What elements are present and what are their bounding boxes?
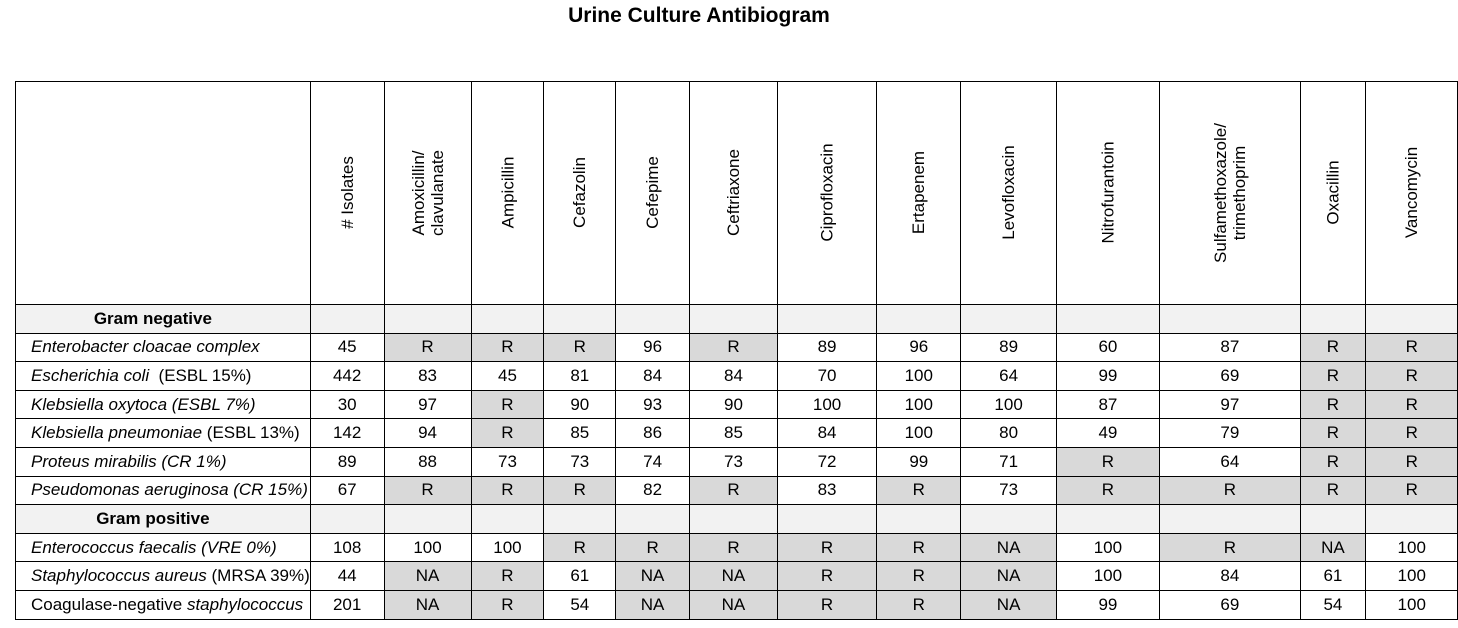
column-header <box>961 82 1057 305</box>
susceptibility-cell: 69 <box>1159 362 1300 391</box>
susceptibility-cell: 84 <box>689 362 777 391</box>
section-empty-cell <box>310 505 384 534</box>
column-header <box>1300 82 1365 305</box>
table-row <box>16 447 1458 476</box>
susceptibility-cell: 100 <box>1056 533 1159 562</box>
susceptibility-cell: 44 <box>310 562 384 591</box>
column-header-label: Ertapenem <box>909 150 929 235</box>
organism-name <box>16 447 311 476</box>
susceptibility-cell: 81 <box>544 362 616 391</box>
column-header <box>471 82 544 305</box>
susceptibility-cell: 100 <box>1366 562 1458 591</box>
susceptibility-cell: R <box>1366 390 1458 419</box>
susceptibility-cell: 99 <box>877 447 961 476</box>
section-empty-cell <box>471 305 544 334</box>
column-header-label: Vancomycin <box>1402 146 1422 239</box>
section-empty-cell <box>1300 305 1365 334</box>
susceptibility-cell: 100 <box>877 419 961 448</box>
organism-name-part: Enterococcus faecalis (VRE 0%) <box>31 537 277 557</box>
section-header-row <box>16 305 1458 334</box>
column-header <box>1056 82 1159 305</box>
susceptibility-cell: R <box>689 476 777 505</box>
susceptibility-cell: R <box>544 533 616 562</box>
section-empty-cell <box>689 505 777 534</box>
susceptibility-cell: R <box>471 476 544 505</box>
susceptibility-cell: R <box>384 333 471 362</box>
susceptibility-cell: NA <box>384 562 471 591</box>
susceptibility-cell: R <box>777 590 876 619</box>
organism-name-part: Klebsiella pneumoniae <box>31 423 203 443</box>
susceptibility-cell: R <box>471 590 544 619</box>
column-header <box>616 82 690 305</box>
susceptibility-cell: R <box>1300 362 1365 391</box>
section-empty-cell <box>961 505 1057 534</box>
susceptibility-cell: NA <box>616 590 690 619</box>
susceptibility-cell: 60 <box>1056 333 1159 362</box>
susceptibility-cell: 100 <box>777 390 876 419</box>
table-row <box>16 419 1458 448</box>
susceptibility-cell: R <box>1159 476 1300 505</box>
section-empty-cell <box>1366 305 1458 334</box>
organism-name <box>16 590 311 619</box>
susceptibility-cell: 100 <box>877 390 961 419</box>
susceptibility-cell: R <box>471 390 544 419</box>
susceptibility-cell: 100 <box>1056 562 1159 591</box>
susceptibility-cell: R <box>1056 476 1159 505</box>
susceptibility-cell: R <box>544 333 616 362</box>
susceptibility-cell: R <box>1366 419 1458 448</box>
susceptibility-cell: 49 <box>1056 419 1159 448</box>
section-label: Gram positive <box>16 505 311 534</box>
organism-name <box>16 362 311 391</box>
susceptibility-cell: R <box>384 476 471 505</box>
column-header-label: Levofloxacin <box>999 145 1019 240</box>
susceptibility-cell: NA <box>1300 533 1365 562</box>
antibiogram-table <box>15 81 1458 620</box>
column-header-label: Ceftriaxone <box>723 149 743 236</box>
section-empty-cell <box>544 305 616 334</box>
organism-name <box>16 419 311 448</box>
susceptibility-cell: R <box>471 562 544 591</box>
susceptibility-cell: 61 <box>544 562 616 591</box>
susceptibility-cell: 442 <box>310 362 384 391</box>
susceptibility-cell: 54 <box>1300 590 1365 619</box>
susceptibility-cell: 90 <box>689 390 777 419</box>
section-empty-cell <box>777 505 876 534</box>
susceptibility-cell: NA <box>961 562 1057 591</box>
susceptibility-cell: 88 <box>384 447 471 476</box>
susceptibility-cell: 87 <box>1056 390 1159 419</box>
section-empty-cell <box>616 305 690 334</box>
susceptibility-cell: 84 <box>616 362 690 391</box>
susceptibility-cell: 72 <box>777 447 876 476</box>
susceptibility-cell: 85 <box>689 419 777 448</box>
section-empty-cell <box>544 505 616 534</box>
susceptibility-cell: 73 <box>471 447 544 476</box>
susceptibility-cell: 67 <box>310 476 384 505</box>
section-empty-cell <box>1300 505 1365 534</box>
susceptibility-cell: R <box>877 476 961 505</box>
organism-name-part: Escherichia coli <box>31 365 150 385</box>
section-empty-cell <box>1056 305 1159 334</box>
section-empty-cell <box>689 305 777 334</box>
organism-name-part: (ESBL 13%) <box>202 423 300 443</box>
susceptibility-cell: NA <box>384 590 471 619</box>
susceptibility-cell: R <box>1300 390 1365 419</box>
organism-name <box>16 390 311 419</box>
section-empty-cell <box>1366 505 1458 534</box>
susceptibility-cell: R <box>689 533 777 562</box>
susceptibility-cell: 30 <box>310 390 384 419</box>
susceptibility-cell: R <box>877 590 961 619</box>
column-header-label: Cefazolin <box>570 157 590 228</box>
susceptibility-cell: NA <box>961 590 1057 619</box>
column-header-label: Oxacillin <box>1323 160 1343 225</box>
organism-column-header <box>16 82 311 305</box>
organism-name <box>16 533 311 562</box>
susceptibility-cell: R <box>877 562 961 591</box>
section-header-row <box>16 505 1458 534</box>
susceptibility-cell: R <box>689 333 777 362</box>
susceptibility-cell: 84 <box>777 419 876 448</box>
table-row <box>16 590 1458 619</box>
susceptibility-cell: 83 <box>384 362 471 391</box>
section-empty-cell <box>1159 305 1300 334</box>
susceptibility-cell: R <box>1056 447 1159 476</box>
organism-name-part: Staphylococcus aureus <box>31 566 207 586</box>
susceptibility-cell: 97 <box>384 390 471 419</box>
susceptibility-cell: R <box>1366 447 1458 476</box>
susceptibility-cell: 61 <box>1300 562 1365 591</box>
column-header-label: Amoxicillin/ clavulanate <box>408 149 447 236</box>
column-header <box>877 82 961 305</box>
susceptibility-cell: 100 <box>384 533 471 562</box>
table-body <box>16 305 1458 620</box>
susceptibility-cell: 94 <box>384 419 471 448</box>
section-empty-cell <box>1159 505 1300 534</box>
susceptibility-cell: NA <box>689 562 777 591</box>
susceptibility-cell: R <box>544 476 616 505</box>
susceptibility-cell: 100 <box>1366 533 1458 562</box>
susceptibility-cell: 64 <box>1159 447 1300 476</box>
susceptibility-cell: 85 <box>544 419 616 448</box>
section-empty-cell <box>616 505 690 534</box>
susceptibility-cell: R <box>1300 476 1365 505</box>
column-header <box>1366 82 1458 305</box>
section-empty-cell <box>384 305 471 334</box>
susceptibility-cell: 201 <box>310 590 384 619</box>
susceptibility-cell: 100 <box>471 533 544 562</box>
column-header <box>689 82 777 305</box>
organism-name-part: Enterobacter cloacae complex <box>31 337 260 357</box>
susceptibility-cell: 99 <box>1056 590 1159 619</box>
susceptibility-cell: R <box>1366 362 1458 391</box>
susceptibility-cell: 89 <box>310 447 384 476</box>
column-header-label: Nitrofurantoin <box>1098 141 1118 244</box>
organism-name-part: staphylococcus <box>186 594 304 614</box>
section-empty-cell <box>1056 505 1159 534</box>
susceptibility-cell: 89 <box>777 333 876 362</box>
susceptibility-cell: 96 <box>616 333 690 362</box>
table-row <box>16 390 1458 419</box>
susceptibility-cell: 71 <box>961 447 1057 476</box>
susceptibility-cell: 80 <box>961 419 1057 448</box>
column-header <box>384 82 471 305</box>
section-empty-cell <box>777 305 876 334</box>
susceptibility-cell: 73 <box>544 447 616 476</box>
susceptibility-cell: 84 <box>1159 562 1300 591</box>
susceptibility-cell: 93 <box>616 390 690 419</box>
column-header-label: # Isolates <box>337 156 357 229</box>
susceptibility-cell: 100 <box>961 390 1057 419</box>
susceptibility-cell: 96 <box>877 333 961 362</box>
organism-name-part: (MRSA 39%) <box>206 566 310 586</box>
section-empty-cell <box>877 505 961 534</box>
susceptibility-cell: 100 <box>877 362 961 391</box>
organism-name-part: Proteus mirabilis (CR 1%) <box>31 451 227 471</box>
organism-name-part: (ESBL 15%) <box>149 365 252 385</box>
susceptibility-cell: R <box>1366 476 1458 505</box>
section-empty-cell <box>961 305 1057 334</box>
column-header <box>544 82 616 305</box>
susceptibility-cell: 74 <box>616 447 690 476</box>
column-header-label: Cefepime <box>643 156 663 229</box>
organism-name <box>16 476 311 505</box>
susceptibility-cell: NA <box>961 533 1057 562</box>
column-header <box>310 82 384 305</box>
susceptibility-cell: 108 <box>310 533 384 562</box>
susceptibility-cell: 100 <box>1366 590 1458 619</box>
susceptibility-cell: 73 <box>689 447 777 476</box>
susceptibility-cell: 69 <box>1159 590 1300 619</box>
susceptibility-cell: R <box>777 533 876 562</box>
section-empty-cell <box>877 305 961 334</box>
organism-name-part: Klebsiella oxytoca (ESBL 7%) <box>31 394 256 414</box>
table-row <box>16 362 1458 391</box>
susceptibility-cell: 87 <box>1159 333 1300 362</box>
susceptibility-cell: 97 <box>1159 390 1300 419</box>
susceptibility-cell: NA <box>689 590 777 619</box>
susceptibility-cell: 45 <box>471 362 544 391</box>
susceptibility-cell: R <box>471 419 544 448</box>
page-title: Urine Culture Antibiogram <box>568 4 830 27</box>
susceptibility-cell: 142 <box>310 419 384 448</box>
susceptibility-cell: 83 <box>777 476 876 505</box>
susceptibility-cell: R <box>616 533 690 562</box>
column-header-label: Ciprofloxacin <box>817 143 837 242</box>
table-row <box>16 533 1458 562</box>
susceptibility-cell: 64 <box>961 362 1057 391</box>
susceptibility-cell: 90 <box>544 390 616 419</box>
susceptibility-cell: 86 <box>616 419 690 448</box>
table-row <box>16 333 1458 362</box>
susceptibility-cell: R <box>1300 419 1365 448</box>
column-header-label: Ampicillin <box>497 156 517 229</box>
susceptibility-cell: R <box>777 562 876 591</box>
column-header <box>1159 82 1300 305</box>
susceptibility-cell: 45 <box>310 333 384 362</box>
section-empty-cell <box>384 505 471 534</box>
column-header <box>777 82 876 305</box>
susceptibility-cell: 89 <box>961 333 1057 362</box>
susceptibility-cell: R <box>471 333 544 362</box>
organism-name <box>16 333 311 362</box>
susceptibility-cell: R <box>1300 333 1365 362</box>
susceptibility-cell: 79 <box>1159 419 1300 448</box>
organism-name <box>16 562 311 591</box>
table-row <box>16 476 1458 505</box>
susceptibility-cell: 73 <box>961 476 1057 505</box>
susceptibility-cell: R <box>1159 533 1300 562</box>
header-row <box>16 82 1458 305</box>
susceptibility-cell: 54 <box>544 590 616 619</box>
section-label: Gram negative <box>16 305 311 334</box>
susceptibility-cell: NA <box>616 562 690 591</box>
susceptibility-cell: R <box>1300 447 1365 476</box>
susceptibility-cell: R <box>1366 333 1458 362</box>
section-empty-cell <box>471 505 544 534</box>
susceptibility-cell: R <box>877 533 961 562</box>
susceptibility-cell: 70 <box>777 362 876 391</box>
column-header-label: Sulfamethoxazole/ trimethoprim <box>1210 122 1249 263</box>
table-row <box>16 562 1458 591</box>
section-empty-cell <box>310 305 384 334</box>
organism-name-part: Coagulase-negative <box>31 594 187 614</box>
susceptibility-cell: 99 <box>1056 362 1159 391</box>
susceptibility-cell: 82 <box>616 476 690 505</box>
organism-name-part: Pseudomonas aeruginosa (CR 15%) <box>31 480 308 500</box>
